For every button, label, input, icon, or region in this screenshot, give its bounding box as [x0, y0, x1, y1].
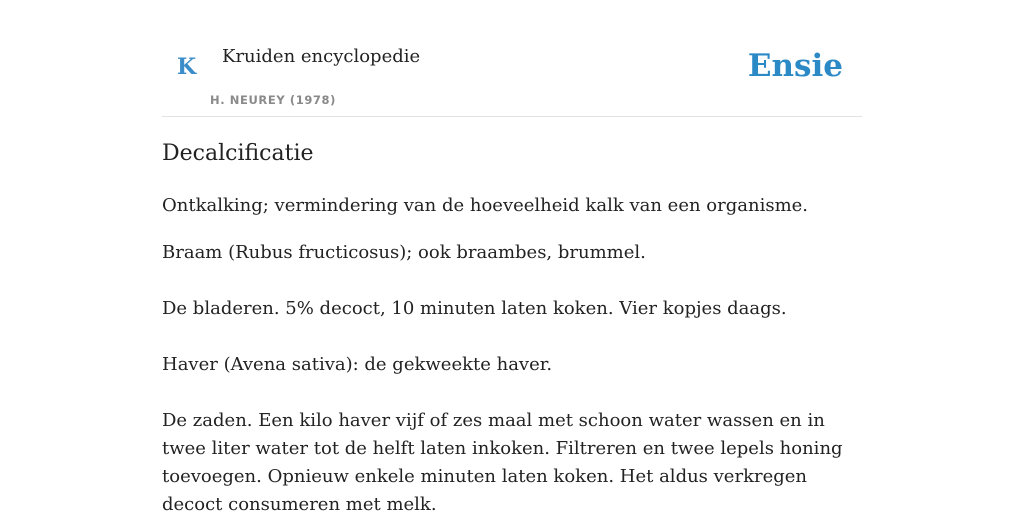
header	[162, 0, 862, 117]
book-logo[interactable]: K	[177, 54, 197, 80]
book-title[interactable]: Kruiden encyclopedie	[222, 46, 421, 67]
entry-paragraph: De bladeren. 5% decoct, 10 minuten laten koken. Vier kopjes daags.	[162, 298, 787, 319]
entry-paragraph: Braam (Rubus fructicosus); ook braambes, brummel.	[162, 242, 646, 263]
entry-paragraph: Haver (Avena sativa): de gekweekte haver.	[162, 354, 553, 375]
article-content	[162, 138, 862, 519]
entry-definition: Ontkalking; vermindering van de hoeveelheid kalk van een organisme.	[162, 195, 809, 216]
ensie-logo[interactable]: Ensie	[747, 48, 843, 84]
page	[162, 0, 862, 515]
entry-title: Decalcificatie	[162, 141, 314, 166]
author-byline: H. NEUREY (1978)	[210, 93, 336, 107]
entry-paragraph: De zaden. Een kilo haver vijf of zes maal met schoon water wassen en in twee liter water tot de helft laten inkoken. Filtreren en twee lepels honing toevoegen. Opnieuw enkele minuten laten koken. Het aldus verkregen decoct consumeren met melk.	[162, 410, 843, 515]
